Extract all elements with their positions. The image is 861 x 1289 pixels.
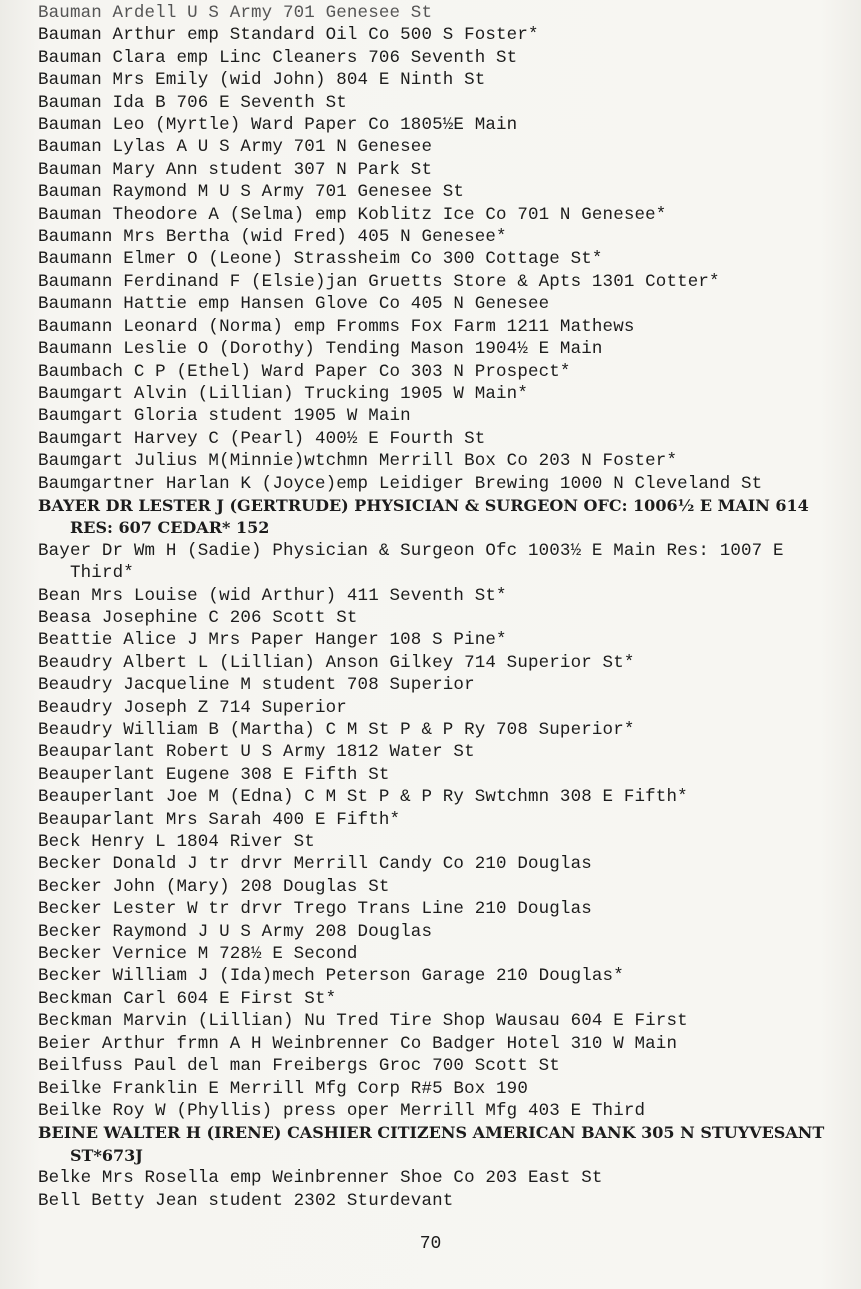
- directory-entry: Baumgartner Harlan K (Joyce)emp Leidiger Brewing 1000 N Cleveland St: [38, 473, 763, 494]
- directory-entry: Bauman Theodore A (Selma) emp Koblitz Ice Co 701 N Genesee*: [38, 204, 667, 225]
- directory-entry: Becker Vernice M 728½ E Second: [38, 944, 358, 965]
- directory-entry: Baumann Hattie emp Hansen Glove Co 405 N Genesee: [38, 294, 550, 315]
- directory-entry: Bauman Clara emp Linc Cleaners 706 Seventh St: [38, 47, 518, 68]
- directory-entry: Beilke Franklin E Merrill Mfg Corp R#5 Box 190: [38, 1078, 528, 1099]
- directory-entry: Baumgart Harvey C (Pearl) 400½ E Fourth St: [38, 428, 486, 449]
- directory-entry: Becker Raymond J U S Army 208 Douglas: [38, 921, 433, 942]
- directory-entry: Bayer Dr Wm H (Sadie) Physician & Surgeon Ofc 1003½ E Main Res: 1007 E Third*: [38, 540, 784, 584]
- directory-entry: Bauman Lylas A U S Army 701 N Genesee: [38, 137, 433, 158]
- directory-entry: Baumgart Julius M(Minnie)wtchmn Merrill Box Co 203 N Foster*: [38, 451, 678, 472]
- directory-entry: Beattie Alice J Mrs Paper Hanger 108 S Pine*: [38, 630, 507, 651]
- directory-entry: Beckman Marvin (Lillian) Nu Tred Tire Shop Wausau 604 E First: [38, 1011, 688, 1032]
- directory-entry: Beier Arthur frmn A H Weinbrenner Co Badger Hotel 310 W Main: [38, 1033, 678, 1054]
- directory-entry: Bell Betty Jean student 2302 Sturdevant: [38, 1190, 454, 1211]
- directory-entry: Beauperlant Joe M (Edna) C M St P & P Ry Swtchmn 308 E Fifth*: [38, 787, 688, 808]
- directory-entry: Beaudry William B (Martha) C M St P & P Ry 708 Superior*: [38, 720, 635, 740]
- directory-entry: Beaudry Jacqueline M student 708 Superior: [38, 675, 475, 696]
- directory-entry: Baumann Elmer O (Leone) Strassheim Co 300 Cottage St*: [38, 249, 603, 270]
- directory-entry: Bauman Ardell U S Army 701 Genesee St: [38, 3, 433, 23]
- directory-entry: Baumann Ferdinand F (Elsie)jan Gruetts Store & Apts 1301 Cotter*: [38, 271, 720, 292]
- directory-entry: Becker Lester W tr drvr Trego Trans Line 210 Douglas: [38, 899, 592, 920]
- directory-entry: Becker William J (Ida)mech Peterson Garage 210 Douglas*: [38, 966, 624, 987]
- directory-entry: Beasa Josephine C 206 Scott St: [38, 607, 358, 628]
- directory-entry: Bean Mrs Louise (wid Arthur) 411 Seventh St*: [38, 585, 507, 606]
- directory-entry: Beck Henry L 1804 River St: [38, 832, 315, 853]
- directory-entry: Beauparlant Mrs Sarah 400 E Fifth*: [38, 809, 401, 830]
- directory-entry: Beckman Carl 604 E First St*: [38, 988, 337, 1009]
- directory-entry: Beauperlant Eugene 308 E Fifth St: [38, 764, 390, 785]
- directory-entry: Bauman Arthur emp Standard Oil Co 500 S Foster*: [38, 25, 539, 46]
- directory-entry: Beauparlant Robert U S Army 1812 Water St: [38, 742, 475, 763]
- directory-entry: Baumann Mrs Bertha (wid Fred) 405 N Genesee*: [38, 227, 507, 248]
- directory-entry: Baumgart Alvin (Lillian) Trucking 1905 W Main*: [38, 383, 528, 404]
- directory-entry: Becker Donald J tr drvr Merrill Candy Co 210 Douglas: [38, 854, 592, 875]
- directory-entry: Beaudry Joseph Z 714 Superior: [38, 697, 347, 718]
- directory-entry: Bauman Ida B 706 E Seventh St: [38, 92, 347, 113]
- page-number: 70: [419, 1234, 442, 1254]
- directory-entry: Bauman Leo (Myrtle) Ward Paper Co 1805½E Main: [38, 115, 518, 136]
- directory-entry: Becker John (Mary) 208 Douglas St: [38, 876, 390, 897]
- directory-entry: Beaudry Albert L (Lillian) Anson Gilkey 714 Superior St*: [38, 652, 635, 673]
- directory-entry: Beilfuss Paul del man Freibergs Groc 700 Scott St: [38, 1056, 560, 1077]
- directory-entry: Baumbach C P (Ethel) Ward Paper Co 303 N Prospect*: [38, 361, 571, 382]
- directory-entry: BAYER DR LESTER J (GERTRUDE) PHYSICIAN & SURGEON OFC: 1006½ E MAIN 614 RES: 607 CEDAR* 152: [38, 495, 809, 538]
- directory-entry: BEINE WALTER H (IRENE) CASHIER CITIZENS AMERICAN BANK 305 N STUYVESANT ST*673J: [38, 1123, 825, 1165]
- directory-entry: Baumann Leonard (Norma) emp Fromms Fox Farm 1211 Mathews: [38, 316, 635, 337]
- directory-entry: Baumgart Gloria student 1905 W Main: [38, 406, 411, 427]
- directory-entry: Bauman Raymond M U S Army 701 Genesee St: [38, 182, 465, 203]
- directory-entry: Bauman Mary Ann student 307 N Park St: [38, 159, 433, 180]
- directory-entry: Bauman Mrs Emily (wid John) 804 E Ninth St: [38, 70, 486, 91]
- directory-entry: Beilke Roy W (Phyllis) press oper Merrill Mfg 403 E Third: [38, 1100, 646, 1121]
- directory-entry: Baumann Leslie O (Dorothy) Tending Mason 1904½ E Main: [38, 339, 603, 360]
- directory-listing: [38, 2, 853, 1212]
- directory-entry: Belke Mrs Rosella emp Weinbrenner Shoe Co 203 East St: [38, 1168, 603, 1189]
